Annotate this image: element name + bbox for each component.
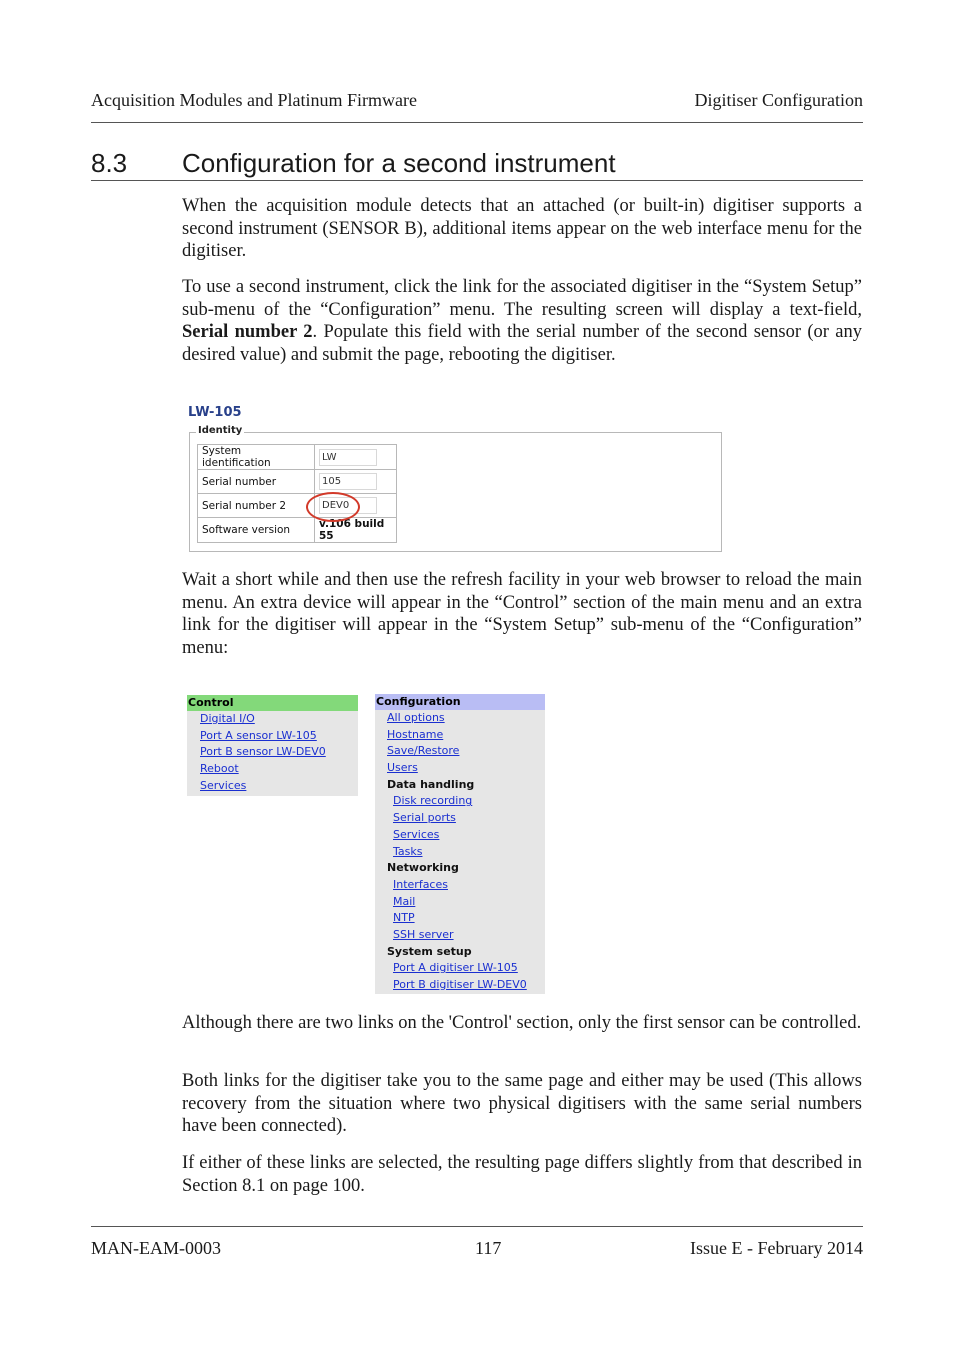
paragraph-intro: When the acquisition module detects that an attached (or built-in) digitiser supports a second instrument (SENSOR B), additional items appear on the web interface menu for the digitiser.: [182, 196, 862, 262]
menu-link-port-b-sensor[interactable]: Port B sensor LW-DEV0: [200, 745, 326, 759]
menu-link-services[interactable]: Services: [200, 778, 247, 792]
identity-screenshot: [186, 403, 726, 555]
paragraph-links-note: Both links for the digitiser take you to the same page and either may be used (This allows recovery from the situation where two physical digitisers with the same serial numbers have been connected).: [182, 1071, 862, 1137]
page-footer: [91, 1238, 863, 1260]
serial-number-2-term: Serial number 2: [182, 322, 313, 343]
paragraph-control-note: Although there are two links on the 'Control' section, only the first sensor can be controlled.: [182, 1013, 862, 1033]
menu-link-digital-io[interactable]: Digital I/O: [200, 712, 255, 725]
table-row: [198, 470, 397, 494]
section-rule: [91, 180, 863, 181]
menu-group-networking: Networking: [387, 861, 459, 875]
highlight-circle: [306, 492, 360, 522]
header-rule: [91, 122, 863, 123]
issue-date: Issue E - February 2014: [690, 1238, 863, 1258]
menu-link-save-restore[interactable]: Save/Restore: [387, 744, 460, 758]
menu-link-disk-recording[interactable]: Disk recording: [393, 794, 473, 808]
paragraph-usage: [182, 276, 862, 367]
menu-group-data-handling: Data handling: [387, 777, 475, 791]
section-title: Configuration for a second instrument: [182, 148, 616, 178]
system-identification-input[interactable]: LW: [319, 449, 377, 466]
control-menu: [187, 695, 358, 796]
serial-number-input[interactable]: 105: [319, 473, 377, 490]
configuration-menu-title: Configuration: [375, 694, 545, 710]
device-title: LW-105: [188, 405, 242, 420]
header-right: Digitiser Configuration: [694, 90, 863, 110]
identity-table: [197, 444, 397, 543]
menu-link-ntp[interactable]: NTP: [393, 911, 415, 925]
control-menu-title: Control: [187, 695, 358, 711]
row-label: Software version: [198, 518, 315, 543]
menu-link-users[interactable]: Users: [387, 761, 418, 775]
menu-group-system-setup: System setup: [387, 944, 472, 958]
menu-link-hostname[interactable]: Hostname: [387, 727, 444, 741]
page-number: 117: [475, 1238, 502, 1258]
paragraph-usage-b: . Populate this field with the serial number of the second sensor (or any desired value) and submit the page, rebooting the digitiser.: [182, 322, 863, 366]
footer-rule: [91, 1226, 863, 1227]
identity-legend: Identity: [198, 425, 243, 436]
page-header: [91, 90, 863, 112]
menu-link-reboot[interactable]: Reboot: [200, 762, 239, 776]
menu-link-port-a-digitiser[interactable]: Port A digitiser LW-105: [393, 961, 518, 975]
table-row: [198, 518, 397, 543]
serial-number-2-input[interactable]: DEV0: [319, 497, 377, 514]
table-row: [198, 445, 397, 470]
menu-link-all-options[interactable]: All options: [387, 711, 445, 724]
row-label: System identification: [198, 445, 315, 470]
software-version-value: v.106 build 55: [315, 518, 397, 543]
menu-link-mail[interactable]: Mail: [393, 894, 416, 908]
header-left: Acquisition Modules and Platinum Firmware: [91, 90, 417, 110]
menu-link-interfaces[interactable]: Interfaces: [393, 877, 448, 891]
menu-link-port-a-sensor[interactable]: Port A sensor LW-105: [200, 728, 317, 742]
paragraph-refresh: Wait a short while and then use the refresh facility in your web browser to reload the main menu. An extra device will appear in the “Control” section of the main menu and an extra link for the digitiser will appear in the “System Setup” sub-menu of the “Configuration” menu:: [182, 570, 862, 659]
section-number: 8.3: [91, 148, 128, 178]
paragraph-section-ref: If either of these links are selected, the resulting page differs slightly from that described in Section 8.1 on page 100.: [182, 1153, 862, 1196]
menu-link-port-b-digitiser[interactable]: Port B digitiser LW-DEV0: [393, 978, 527, 991]
menu-link-tasks[interactable]: Tasks: [393, 844, 423, 858]
row-label: Serial number 2: [198, 494, 315, 518]
menu-link-config-services[interactable]: Services: [393, 827, 440, 841]
menu-link-ssh-server[interactable]: SSH server: [393, 927, 454, 941]
document-id: MAN-EAM-0003: [91, 1238, 221, 1258]
menu-link-serial-ports[interactable]: Serial ports: [393, 811, 456, 825]
paragraph-usage-a: To use a second instrument, click the link for the associated digitiser in the “System Setup” sub-menu of the “Configuration” menu. The resulting screen will display a text-field,: [182, 277, 862, 320]
configuration-menu: [375, 694, 545, 994]
row-label: Serial number: [198, 470, 315, 494]
table-row: [198, 494, 397, 518]
